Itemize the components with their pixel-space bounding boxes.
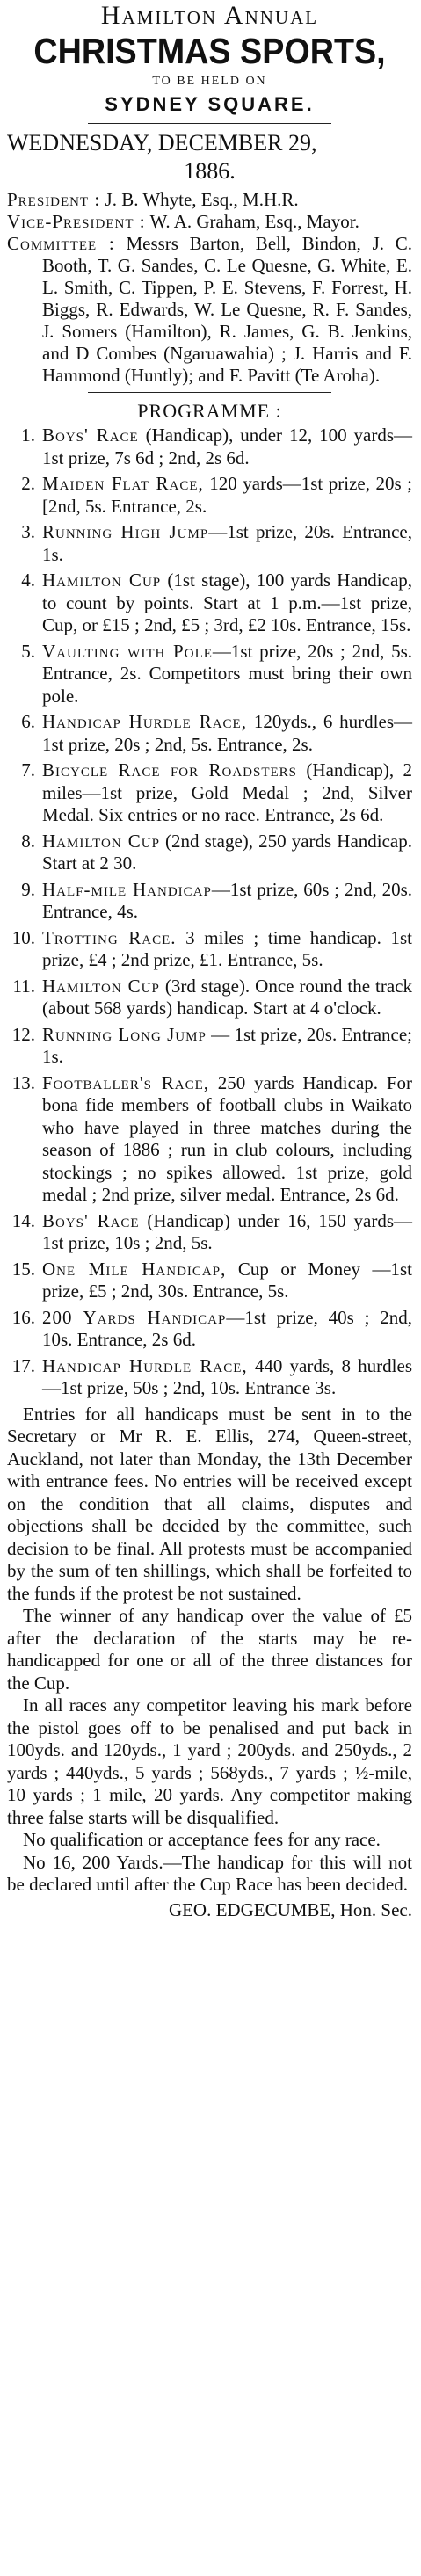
event-name: Handicap Hurdle Race, — [42, 711, 247, 732]
event-name: Running High Jump — [42, 521, 209, 542]
event-name: Footballer's Race, — [42, 1071, 209, 1093]
programme-item — [7, 1307, 412, 1352]
vice-president-label: Vice-President : — [7, 211, 146, 232]
vice-president-value: W. A. Graham, Esq., Mayor. — [149, 211, 359, 232]
event-details: (1st stage), 100 yards Handicap, to count by points. Start at 1 p.m.—1st prize, Cup, or £15 ; 2nd, £5 ; 3rd, £2 10s. Entrance, 15s. — [42, 570, 413, 635]
programme-item — [7, 521, 412, 566]
programme-item — [7, 424, 412, 469]
event-details: —1st prize, 20s. Entrance, 1s. — [42, 521, 412, 565]
header-title-line1: Hamilton Annual — [100, 1, 319, 30]
item-number: 9. — [21, 878, 35, 900]
event-details: —1st prize, 40s ; 2nd, 10s. Entrance, 2s 6d. — [42, 1306, 412, 1350]
event-name: Hamilton Cup — [42, 570, 162, 591]
event-details: 120 yards—1st prize, 20s ; [2nd, 5s. Entrance, 2s. — [42, 473, 412, 517]
programme-item — [7, 570, 412, 637]
committee-label: Committee : — [7, 233, 115, 254]
item-number: 16. — [11, 1306, 35, 1328]
divider — [88, 392, 331, 393]
event-details: 120yds., 6 hurdles—1st prize, 20s ; 2nd, 5s. Entrance, 2s. — [42, 711, 412, 755]
event-details: (Handicap), under 12, 100 yards—1st prize, 7s 6d ; 2nd, 2s 6d. — [42, 424, 412, 468]
vice-president-line — [7, 211, 412, 233]
programme-item — [7, 1024, 412, 1069]
item-number: 8. — [21, 830, 35, 852]
committee-line — [7, 233, 412, 387]
event-details: — 1st prize, 20s. Entrance; 1s. — [42, 1023, 413, 1067]
programme-item — [7, 711, 412, 756]
event-name: Running Long Jump — [42, 1023, 207, 1045]
note-200-yards: No 16, 200 Yards.—The handicap for this will not be declared until after the Cup Race has been decided. — [7, 1851, 412, 1895]
programme-item — [7, 641, 412, 708]
committee-value: Messrs Barton, Bell, Bindon, J. C. Booth, T. G. Sandes, C. Le Quesne, G. White, E. L. Smith, C. Tippen, P. E. Stevens, F. Forrest, H. Biggs, R. Edwards, W. Le Quesne, R. F. Sandes, J. Somers (Hamilton), R. James, G. B. Jenkins, and D Combes (Ngaruawahia) ; J. Harris and F. Hammond (Huntly); and F. Pavitt (Te Aroha). — [42, 233, 412, 386]
note-entries: Entries for all handicaps must be sent in to the Secretary or Mr R. E. Ellis, 274, Queen-street, Auckland, not later than Monday, the 13th December with entrance fees. No entries will be received except on the condition that all claims, disputes and objections shall be decided by the committee, such decision to be final. All protests must be accompanied by the sum of ten shillings, which shall be forfeited to the funds if the protest be not sustained. — [7, 1403, 412, 1604]
item-number: 15. — [11, 1258, 35, 1280]
programme-item — [7, 976, 412, 1020]
event-date-line1: WEDNESDAY, DECEMBER 29, — [7, 130, 317, 156]
programme-item — [7, 759, 412, 827]
event-name: Hamilton Cup — [42, 975, 160, 997]
programme-section — [7, 392, 412, 424]
president-label: President : — [7, 189, 101, 210]
event-details: (3rd stage). Once round the track (about 568 yards) handicap. Start at 4 o'clock. — [42, 975, 413, 1019]
event-details: (2nd stage), 250 yards Handicap. Start at 2 30. — [42, 830, 412, 874]
event-name: Trotting Race. — [42, 926, 177, 948]
programme-item — [7, 1355, 412, 1400]
programme-item — [7, 927, 412, 972]
note-false-starts: In all races any competitor leaving his mark before the pistol goes off to be penalised and put back in 100yds. and 120yds., 1 yard ; 200yds. and 250yds., 2 yards ; 440yds., 5 yards ; 568yds., 7 yards ; ½-mile, 10 yards ; 1 mile, 20 yards. Any competitor making three false starts will be disqualified. — [7, 1694, 412, 1828]
event-details: —1st prize, 20s ; 2nd, 5s. Entrance, 2s. Competitors must bring their own pole. — [42, 640, 412, 707]
item-number: 13. — [11, 1071, 35, 1093]
item-number: 17. — [11, 1354, 35, 1376]
programme-item — [7, 473, 412, 518]
note-rehandicap: The winner of any handicap over the value of £5 after the declaration of the starts may be re-handicapped for one or all of the three distances for the Cup. — [7, 1605, 412, 1694]
header-title-line4: SYDNEY SQUARE. — [105, 93, 315, 115]
programme-title: PROGRAMME : — [137, 400, 282, 422]
event-details: (Handicap) under 16, 150 yards—1st prize, 10s ; 2nd, 5s. — [42, 1209, 412, 1253]
programme-item — [7, 831, 412, 875]
event-details: 440 yards, 8 hurdles—1st prize, 50s ; 2nd, 10s. Entrance 3s. — [42, 1354, 413, 1398]
event-name: Vaulting with Pole — [42, 640, 213, 662]
signature: GEO. EDGECUMBE, Hon. Sec. — [168, 1898, 412, 1920]
programme-item — [7, 1210, 412, 1255]
event-details: Cup or Money —1st prize, £5 ; 2nd, 30s. Entrance, 5s. — [42, 1258, 413, 1302]
programme-item — [7, 1072, 412, 1207]
event-name: Half-mile Handicap — [42, 878, 212, 900]
item-number: 6. — [21, 711, 35, 732]
event-name: 200 Yards Handicap — [42, 1306, 227, 1328]
event-name: Boys' Race — [42, 424, 139, 446]
item-number: 14. — [11, 1209, 35, 1231]
header-title-line2: CHRISTMAS SPORTS, — [33, 31, 386, 71]
item-number: 11. — [12, 975, 35, 997]
item-number: 12. — [11, 1023, 35, 1045]
event-details: 250 yards Handicap. For bona fide members of football clubs in Waikato who have played in three matches during the season of 1886 ; run in club colours, including stockings ; no spikes allowed. 1st prize, gold medal ; 2nd prize, silver medal. Entrance, 2s 6d. — [42, 1071, 412, 1205]
item-number: 2. — [21, 473, 35, 494]
item-number: 7. — [21, 759, 35, 780]
item-number: 1. — [21, 424, 35, 446]
item-number: 3. — [21, 521, 35, 542]
event-details: —1st prize, 60s ; 2nd, 20s. Entrance, 4s. — [42, 878, 412, 922]
divider — [88, 123, 331, 124]
header-title-line3: TO BE HELD ON — [152, 75, 267, 88]
event-name: One Mile Handicap, — [42, 1258, 227, 1280]
item-number: 5. — [21, 640, 35, 662]
event-name: Maiden Flat Race, — [42, 473, 204, 494]
event-name: Handicap Hurdle Race, — [42, 1354, 248, 1376]
note-fees: No qualification or acceptance fees for any race. — [23, 1829, 381, 1850]
event-name: Hamilton Cup — [42, 830, 160, 852]
president-value: J. B. Whyte, Esq., M.H.R. — [105, 189, 299, 210]
event-details: 3 miles ; time handicap. 1st prize, £4 ; 2nd prize, £1. Entrance, 5s. — [42, 926, 412, 970]
event-name: Bicycle Race for Roadsters — [42, 759, 298, 780]
event-name: Boys' Race — [42, 1209, 140, 1231]
item-number: 4. — [21, 570, 35, 591]
item-number: 10. — [11, 926, 35, 948]
programme-list — [7, 424, 412, 1400]
event-details: (Handicap), 2 miles—1st prize, Gold Medal ; 2nd, Silver Medal. Six entries or no race. Entrance, 2s 6d. — [42, 759, 413, 825]
programme-item — [7, 1259, 412, 1303]
programme-item — [7, 879, 412, 924]
president-line — [7, 189, 412, 211]
event-date-line2: 1886. — [184, 158, 236, 184]
